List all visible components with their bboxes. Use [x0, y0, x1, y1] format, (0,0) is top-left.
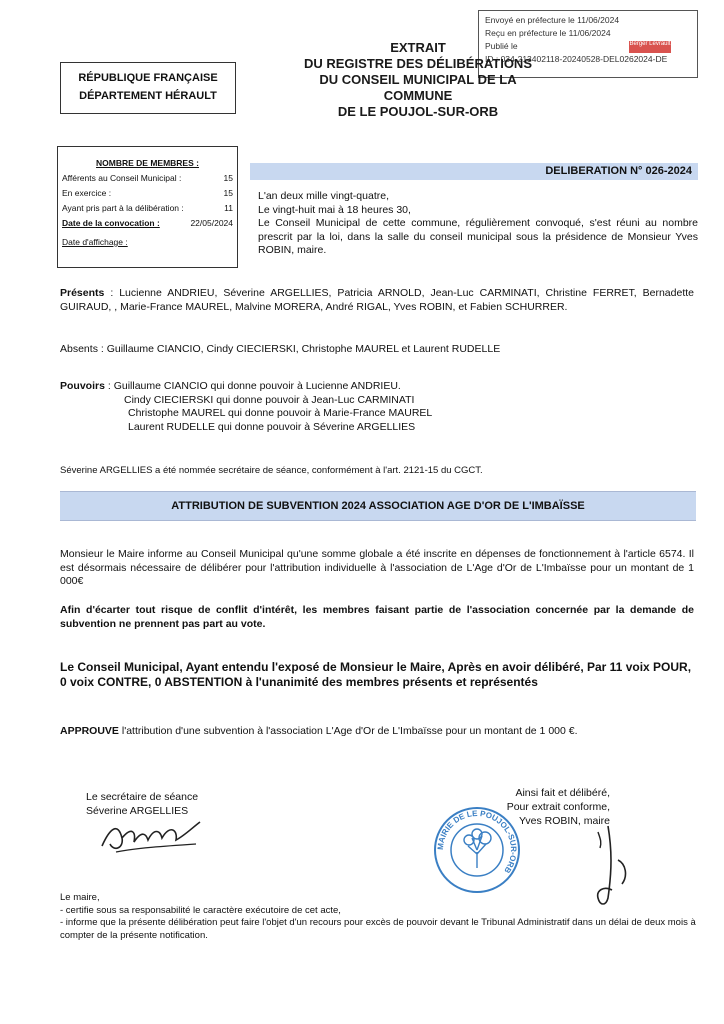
pouvoir-line: : Guillaume CIANCIO qui donne pouvoir à Lucienne ANDRIEU. [104, 380, 401, 392]
subject-title: ATTRIBUTION DE SUBVENTION 2024 ASSOCIATION AGE D'OR DE L'IMBAÏSSE [60, 491, 696, 521]
members-row [62, 186, 233, 201]
members-heading: NOMBRE DE MEMBRES : [96, 158, 199, 168]
pouvoirs-label: Pouvoirs [60, 380, 105, 392]
approuve-paragraph [60, 725, 694, 737]
members-row [62, 201, 233, 216]
stamp-envoye: Envoyé en préfecture le 11/06/2024 [485, 15, 620, 25]
document-title [288, 40, 548, 120]
members-row-value: 15 [223, 173, 233, 183]
secretaire-signature-name: Séverine ARGELLIES [86, 805, 189, 817]
conflit-paragraph: Afin d'écarter tout risque de conflit d'intérêt, les membres faisant partie de l'association concernée par la demande de subvention ne prennent pas part au vote. [60, 604, 694, 630]
pouvoir-line: Christophe MAUREL qui donne pouvoir à Marie-France MAUREL [128, 407, 433, 419]
intro-line: Le vingt-huit mai à 18 heures 30, [258, 203, 411, 216]
republique-label: RÉPUBLIQUE FRANÇAISE [78, 72, 218, 84]
presents-text: : Lucienne ANDRIEU, Séverine ARGELLIES, Patricia ARNOLD, Jean-Luc CARMINATI, Christine FERRET, Bernadette GUIRAUD, , Marie-France MAUREL, Malvine MORERA, André RIGAL, Yves ROBIN, et Fabien SCHURRER. [60, 287, 694, 313]
mairie-seal-icon [432, 804, 522, 896]
republique-box [60, 62, 236, 114]
members-row-value: 15 [223, 188, 233, 198]
affichage-row [62, 235, 233, 250]
convocation-value: 22/05/2024 [190, 218, 233, 228]
members-row-label: Ayant pris part à la délibération : [62, 203, 184, 213]
footer-notice [60, 892, 700, 942]
members-box [57, 146, 238, 268]
berger-levrault-logo: Berger Levrault [629, 41, 671, 53]
members-row-label: Afférents au Conseil Municipal : [62, 173, 182, 183]
footer-line: Le maire, [60, 892, 100, 903]
stamp-publie: Publié le [485, 41, 518, 51]
title-line: EXTRAIT [390, 40, 446, 55]
convocation-label: Date de la convocation : [62, 218, 160, 228]
maire-info-paragraph: Monsieur le Maire informe au Conseil Municipal qu'une somme globale a été inscrite en dépenses de fonctionnement à l'article 6574. Il est désormais nécessaire de délibérer pour l'attribution individuelle à l'association de L'Age d'Or de L'Imbaïsse pour un montant de 1 000€ [60, 548, 694, 587]
pouvoir-line: Laurent RUDELLE qui donne pouvoir à Séverine ARGELLIES [128, 420, 416, 433]
approuve-text: l'attribution d'une subvention à l'association L'Age d'Or de L'Imbaïsse pour un montant de 1 000 €. [118, 725, 578, 737]
presents-label: Présents [60, 287, 105, 299]
members-row-value: 11 [224, 203, 233, 213]
presents-paragraph [60, 287, 694, 314]
departement-label: DÉPARTEMENT HÉRAULT [79, 90, 217, 102]
seal-text: MAIRIE DE LE POUJOL-SUR-ORB [435, 808, 519, 875]
secretaire-signature-icon [96, 808, 206, 858]
maire-signature-line: Pour extrait conforme, [506, 801, 610, 813]
footer-line: - certifie sous sa responsabilité le caractère exécutoire de cet acte, [60, 904, 341, 916]
pouvoir-line: Cindy CIECIERSKI qui donne pouvoir à Jean-Luc CARMINATI [124, 393, 415, 406]
maire-signature-line: Ainsi fait et délibéré, [515, 787, 610, 799]
conseil-paragraph: Le Conseil Municipal, Ayant entendu l'exposé de Monsieur le Maire, Après en avoir délibéré, Par 11 voix POUR, 0 voix CONTRE, 0 ABSTENTION à l'unanimité des membres présents et représentés [60, 660, 692, 689]
intro-line: Le Conseil Municipal de cette commune, régulièrement convoqué, s'est réuni au nombre prescrit par la loi, dans la salle du conseil municipal sous la présidence de Monsieur Yves ROBIN, maire. [258, 217, 698, 256]
title-line: DU REGISTRE DES DÉLIBÉRATIONS [303, 56, 532, 71]
pouvoirs-paragraph [60, 380, 694, 434]
title-line: COMMUNE [383, 88, 453, 103]
approuve-label: APPROUVE [60, 725, 119, 737]
title-line: DE LE POUJOL-SUR-ORB [337, 104, 499, 119]
secretaire-signature-title: Le secrétaire de séance [86, 791, 199, 803]
absents-paragraph: Absents : Guillaume CIANCIO, Cindy CIECIERSKI, Christophe MAUREL et Laurent RUDELLE [60, 343, 501, 355]
members-row [62, 171, 233, 186]
intro-text [258, 190, 698, 258]
title-line: DU CONSEIL MUNICIPAL DE LA [319, 72, 517, 87]
convocation-row [62, 216, 233, 231]
deliberation-number: DELIBERATION N° 026-2024 [545, 165, 692, 177]
secretaire-paragraph: Séverine ARGELLIES a été nommée secrétaire de séance, conformément à l'art. 2121-15 du CGCT. [60, 465, 483, 476]
maire-signature-name: Yves ROBIN, maire [518, 815, 610, 827]
intro-line: L'an deux mille vingt-quatre, [258, 190, 389, 202]
members-row-label: En exercice : [62, 188, 112, 198]
footer-line: - informe que la présente délibération peut faire l'objet d'un recours pour excès de pouvoir devant le Tribunal Administratif dans un délai de deux mois à compter de la présente notification. [60, 917, 696, 941]
stamp-recu: Reçu en préfecture le 11/06/2024 [485, 28, 611, 38]
affichage-label: Date d'affichage : [62, 237, 128, 247]
stamp-id: ID : 034-213402118-20240528-DEL0262024-DE [485, 54, 668, 64]
